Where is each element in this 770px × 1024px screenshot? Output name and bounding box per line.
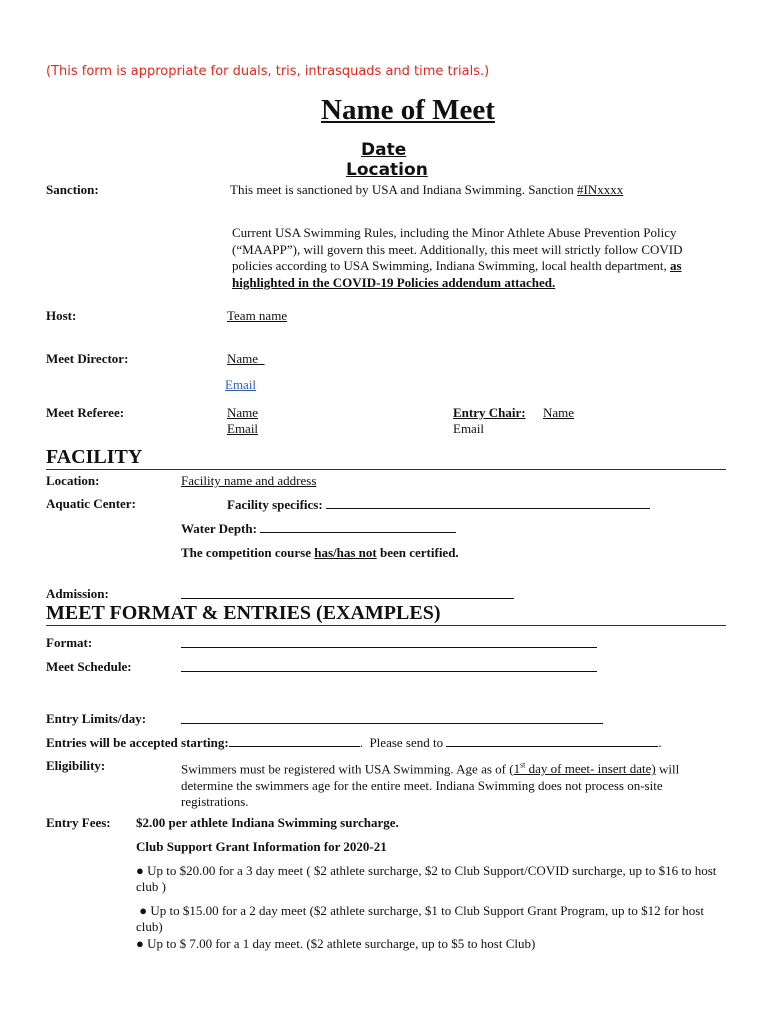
- meet-date: Date: [361, 140, 407, 160]
- entry-chair-label: Entry Chair:: [453, 405, 526, 420]
- sanction-line: [230, 182, 623, 198]
- page-title: Name of Meet: [321, 94, 495, 126]
- entries-accepted-blank[interactable]: [229, 734, 360, 747]
- meet-director-label: Meet Director:: [46, 351, 129, 366]
- meet-director-name: Name: [227, 351, 259, 366]
- eligibility-label: Eligibility:: [46, 758, 106, 773]
- sanction-number: #INxxxx: [577, 182, 624, 197]
- policy-paragraph: [232, 225, 722, 291]
- format-label: Format:: [46, 635, 93, 650]
- water-depth-blank[interactable]: [260, 520, 456, 533]
- facility-heading-rule: [46, 469, 726, 470]
- entry-fees-label: Entry Fees:: [46, 815, 111, 830]
- policy-text: Current USA Swimming Rules, including the Minor Athlete Abuse Prevention Policy (“MAAPP”), will govern this meet. Additionally, this meet will strictly follow COVID policies according to USA Swimming, Indiana Swimming, local health department,: [232, 225, 683, 273]
- host-value: Team name: [227, 308, 288, 323]
- admission-label: Admission:: [46, 586, 109, 601]
- facility-specifics-blank[interactable]: [326, 496, 650, 509]
- facility-specifics: Facility specifics:: [227, 496, 650, 513]
- entry-chair-name: Name: [543, 405, 575, 420]
- meet-location: Location: [346, 160, 428, 180]
- entries-accepted-line: Entries will be accepted starting: . Please send to .: [46, 735, 662, 750]
- fee-bullet-2-day: ● Up to $15.00 for a 2 day meet ($2 athlete surcharge, $1 to Club Support Grant Program, up to $12 for host club): [136, 903, 704, 934]
- eligibility-text: Swimmers must be registered with USA Swimming. Age as of (1st day of meet- insert date) will determine the swimmers age for the entire meet. Indiana Swimming does not process on-site registrations.: [181, 761, 680, 810]
- fee-bullet-3-day: ● Up to $20.00 for a 3 day meet ( $2 athlete surcharge, $2 to Club Support/COVID surcharge, up to $16 to host club ): [136, 863, 717, 894]
- policy-addendum: as highlighted in the COVID-19 Policies addendum attached.: [232, 258, 682, 290]
- aquatic-center-label: Aquatic Center:: [46, 496, 136, 511]
- format-blank[interactable]: [181, 635, 597, 652]
- location-value: Facility name and address: [181, 473, 317, 488]
- entries-accepted-label: Entries will be accepted starting:: [46, 735, 229, 750]
- facility-heading: FACILITY: [46, 446, 143, 468]
- entry-limits-label: Entry Limits/day:: [46, 711, 147, 726]
- meet-format-heading-rule: [46, 625, 726, 626]
- fee-bullet-1-day: ● Up to $ 7.00 for a 1 day meet. ($2 athlete surcharge, up to $5 to host Club): [136, 936, 536, 951]
- sanction-line-text: This meet is sanctioned by USA and Indiana Swimming. Sanction: [230, 182, 577, 197]
- meet-schedule-label: Meet Schedule:: [46, 659, 132, 674]
- please-send-label: Please send to: [369, 735, 444, 750]
- water-depth: Water Depth:: [181, 520, 456, 537]
- please-send-blank[interactable]: [446, 734, 658, 747]
- location-label: Location:: [46, 473, 100, 488]
- meet-format-heading: MEET FORMAT & ENTRIES (EXAMPLES): [46, 602, 441, 624]
- entry-chair-email: Email: [453, 421, 485, 436]
- intro-note: (This form is appropriate for duals, tris, intrasquads and time trials.): [46, 64, 490, 79]
- course-certification: The competition course has/has not been certified.: [181, 545, 459, 560]
- meet-schedule-blank[interactable]: [181, 659, 597, 676]
- meet-referee-name: Name: [227, 405, 259, 420]
- host-label: Host:: [46, 308, 77, 323]
- entry-limits-blank[interactable]: [181, 711, 603, 728]
- course-status: has/has not: [314, 545, 377, 560]
- grant-heading: Club Support Grant Information for 2020-21: [136, 839, 387, 854]
- surcharge-text: $2.00 per athlete Indiana Swimming surcharge.: [136, 815, 399, 830]
- sanction-label: Sanction:: [46, 182, 99, 197]
- meet-referee-email: Email: [227, 421, 259, 436]
- meet-director-email-link[interactable]: Email: [225, 377, 257, 392]
- meet-referee-label: Meet Referee:: [46, 405, 125, 420]
- admission-blank[interactable]: [181, 586, 514, 603]
